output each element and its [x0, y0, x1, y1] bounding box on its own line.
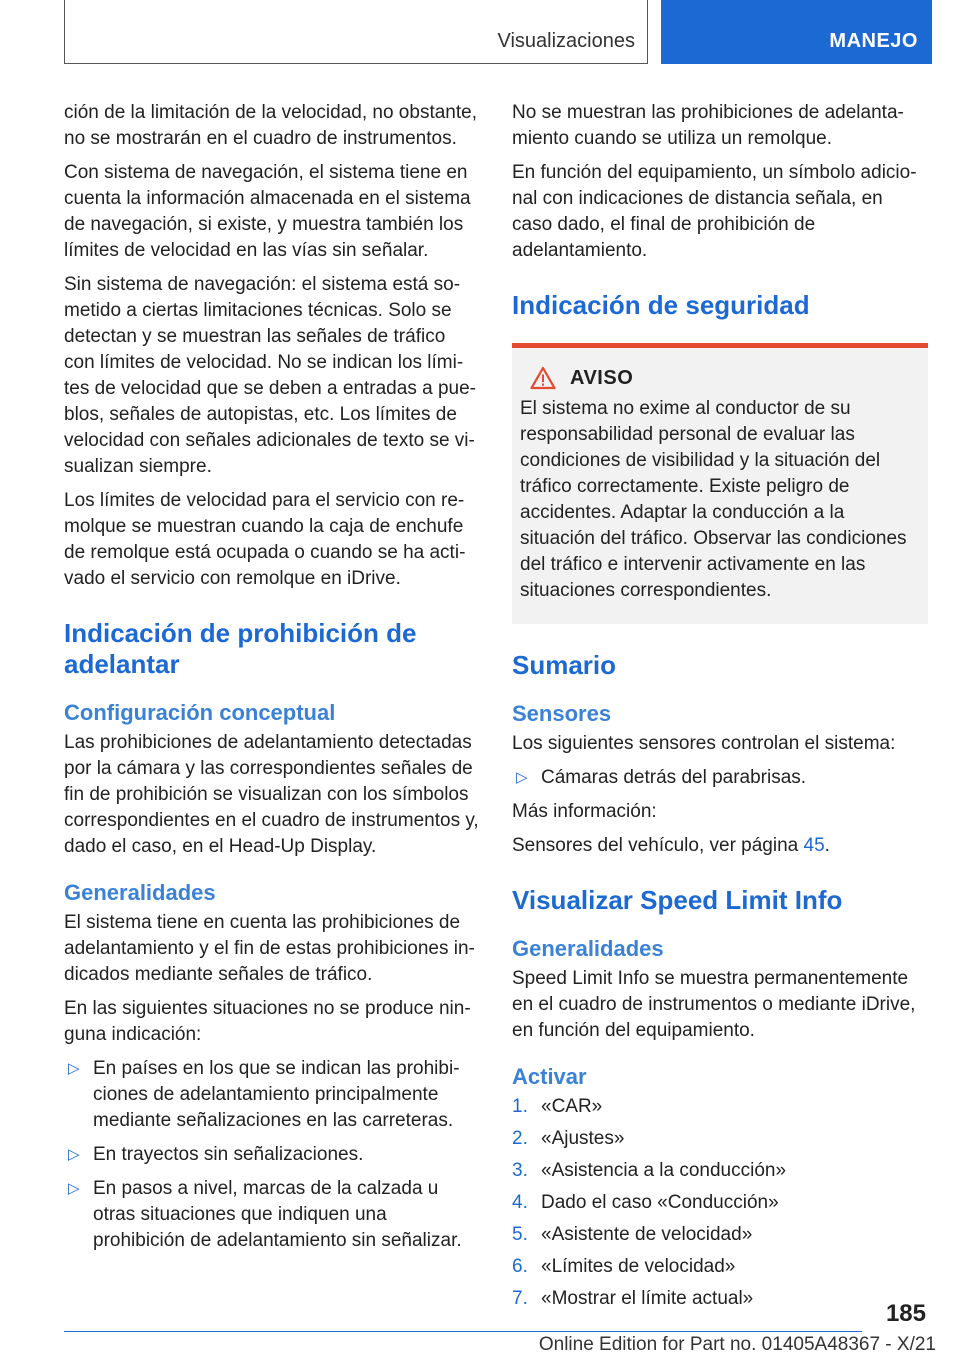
- sensors-list: [512, 765, 928, 791]
- subheading-generalidades-right: Generalidades: [512, 936, 664, 961]
- subheading-generalidades-left: Generalidades: [64, 880, 216, 905]
- step-text: «CAR»: [541, 1096, 603, 1117]
- step-number: 1.: [512, 1096, 528, 1117]
- left-column: [64, 100, 480, 1262]
- list-item: [512, 765, 928, 791]
- heading-sumario: Sumario: [512, 650, 617, 680]
- warning-triangle-icon: [530, 366, 556, 390]
- step-number: 7.: [512, 1288, 528, 1309]
- generalidades-paragraph-1: El sistema tiene en cuenta las prohibiciones de adelantamiento y el fin de estas prohibiciones indicados mediante señales de tráfico.: [64, 912, 475, 985]
- step-number: 3.: [512, 1160, 528, 1181]
- triangle-bullet-icon: ▷: [516, 769, 528, 786]
- subheading-configuracion: Configuración conceptual: [64, 700, 336, 725]
- warning-title: AVISO: [570, 366, 634, 389]
- list-item: [64, 1142, 480, 1168]
- step-item: [512, 1254, 928, 1280]
- subheading-sensores: Sensores: [512, 701, 612, 726]
- step-item: [512, 1222, 928, 1248]
- sensores-paragraph: Los siguientes sensores controlan el sistema:: [512, 733, 896, 754]
- list-item: [64, 1056, 480, 1134]
- page-reference-end: .: [824, 835, 830, 856]
- step-item: [512, 1190, 928, 1216]
- left-paragraph-1: ción de la limitación de la velocidad, no obstante, no se mostrarán en el cuadro de instrumentos.: [64, 102, 477, 149]
- header-section-title: Visualizaciones: [497, 30, 635, 52]
- right-paragraph-1: No se muestran las prohibiciones de adelantamiento cuando se utiliza un remolque.: [512, 102, 904, 149]
- page-reference: [512, 833, 928, 859]
- step-text: «Mostrar el límite actual»: [541, 1288, 754, 1309]
- step-text: «Límites de velocidad»: [541, 1256, 736, 1277]
- right-column: [512, 100, 928, 1318]
- subheading-activar: Activar: [512, 1064, 587, 1089]
- step-text: «Asistencia a la conducción»: [541, 1160, 787, 1181]
- triangle-bullet-icon: ▷: [68, 1060, 80, 1077]
- list-item-text: En trayectos sin señalizaciones.: [93, 1144, 364, 1165]
- step-text: Dado el caso «Conducción»: [541, 1192, 779, 1213]
- footer-divider: [64, 1331, 862, 1332]
- triangle-bullet-icon: ▷: [68, 1146, 80, 1163]
- step-item: [512, 1094, 928, 1120]
- step-item: [512, 1286, 928, 1312]
- left-paragraph-3: Sin sistema de navegación: el sistema está sometido a ciertas limitaciones técnicas. Solo se detectan y se muestran las señales de tráfico con límites de velocidad. No se indican los límites de velocidad que se deben a entradas a pueblos, señales de autopistas, etc. Los límites de velocidad con señales adicionales de texto se visualizan siempre.: [64, 274, 476, 477]
- heading-prohibicion: Indicación de prohibición de adelantar: [64, 618, 417, 679]
- page-number: 185: [885, 1300, 926, 1327]
- step-text: «Ajustes»: [541, 1128, 625, 1149]
- header-chapter-tab: [661, 0, 932, 64]
- warning-text: El sistema no exime al conductor de su responsabilidad personal de evaluar las condiciones de visibilidad y la situación del tráfico correctamente. Existe peligro de accidentes. Adaptar la conducción a la situación del tráfico. Observar las condiciones del tráfico e intervenir activamente en las situaciones correspondientes.: [520, 398, 907, 601]
- list-item-text: En países en los que se indican las prohibiciones de adelantamiento principalmente mediante señalizaciones en las carreteras.: [93, 1058, 460, 1131]
- step-number: 4.: [512, 1192, 528, 1213]
- left-paragraph-2: Con sistema de navegación, el sistema tiene en cuenta la información almacenada en el sistema de navegación, si existe, y muestra también los límites de velocidad en las vías sin señalar.: [64, 162, 471, 261]
- header-section-box: [64, 0, 648, 64]
- speed-paragraph: Speed Limit Info se muestra permanentemente en el cuadro de instrumentos o mediante iDrive, en función del equipamiento.: [512, 968, 916, 1041]
- step-number: 6.: [512, 1256, 528, 1277]
- right-paragraph-2: En función del equipamiento, un símbolo adicional con indicaciones de distancia señala, en caso dado, el final de prohibición de adelantamiento.: [512, 162, 917, 261]
- left-paragraph-4: Los límites de velocidad para el servicio con remolque se muestran cuando la caja de enchufe de remolque está ocupada o cuando se ha activado el servicio con remolque en iDrive.: [64, 490, 466, 589]
- page-reference-text: Sensores del vehículo, ver página: [512, 835, 804, 856]
- step-number: 2.: [512, 1128, 528, 1149]
- situations-list: [64, 1056, 480, 1254]
- page-reference-link[interactable]: 45: [803, 835, 825, 856]
- activation-steps: [512, 1094, 928, 1312]
- heading-speed-limit-info: Visualizar Speed Limit Info: [512, 885, 843, 915]
- step-item: [512, 1158, 928, 1184]
- step-text: «Asistente de velocidad»: [541, 1224, 753, 1245]
- configuracion-paragraph: Las prohibiciones de adelantamiento detectadas por la cámara y las correspondientes señales de fin de prohibición se visualizan con los símbolos correspondientes en el cuadro de instrumentos y, dado el caso, en el Head-Up Display.: [64, 732, 479, 857]
- header-chapter-title: MANEJO: [829, 30, 918, 52]
- generalidades-paragraph-2: En las siguientes situaciones no se produce ninguna indicación:: [64, 998, 471, 1045]
- step-number: 5.: [512, 1224, 528, 1245]
- step-item: [512, 1126, 928, 1152]
- mas-informacion: Más información:: [512, 801, 657, 822]
- heading-seguridad: Indicación de seguridad: [512, 290, 810, 320]
- list-item-text: En pasos a nivel, marcas de la calzada u otras situaciones que indiquen una prohibición de adelantamiento sin señalizar.: [93, 1178, 462, 1251]
- triangle-bullet-icon: ▷: [68, 1180, 80, 1197]
- warning-box: [512, 343, 928, 624]
- footer-edition: Online Edition for Part no. 01405A48367 - X/21: [538, 1334, 936, 1355]
- list-item: [64, 1176, 480, 1254]
- list-item-text: Cámaras detrás del parabrisas.: [541, 767, 807, 788]
- warning-header: [530, 366, 920, 390]
